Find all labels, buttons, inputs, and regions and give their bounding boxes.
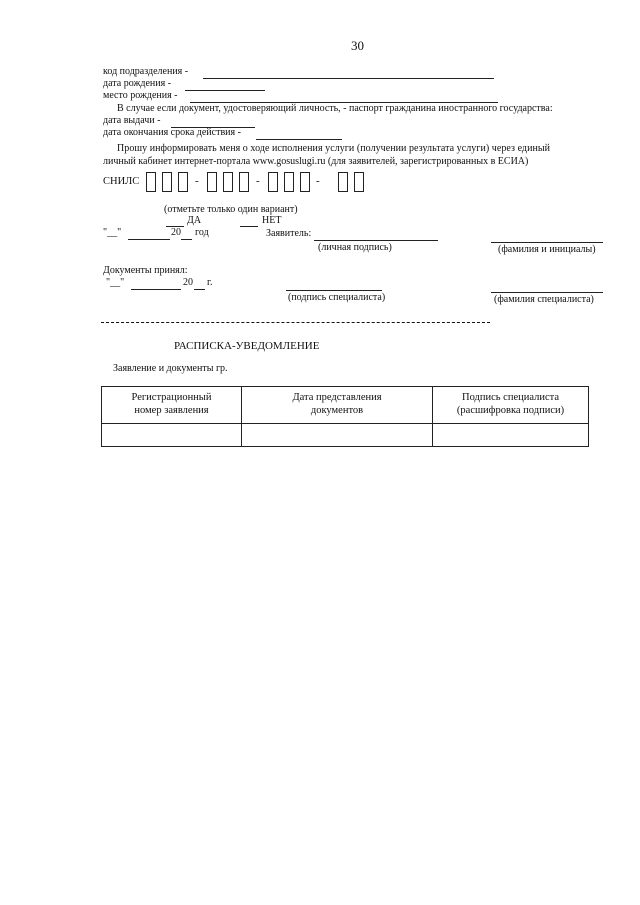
- specialist-signature-line[interactable]: [286, 290, 382, 291]
- column-header-line: Регистрационный: [131, 392, 212, 404]
- request-line-2: личный кабинет интернет-портала www.gosuslugi.ru (для заявителей, зарегистрированных в ЕСИА): [103, 156, 529, 167]
- division-code-label: код подразделения -: [103, 66, 189, 77]
- column-header-line: номер заявления: [134, 405, 209, 416]
- division-code-line: [203, 78, 494, 79]
- expiry-date-label: дата окончания срока действия -: [103, 127, 241, 138]
- applicant-label: Заявитель:: [266, 228, 312, 239]
- specialist-name-line[interactable]: [491, 292, 603, 293]
- applicant-date-day: "__": [103, 227, 122, 238]
- specialist-name-caption: (фамилия специалиста): [494, 294, 594, 305]
- snils-digit-box[interactable]: [146, 172, 156, 192]
- choice-note: (отметьте только один вариант): [164, 204, 298, 215]
- snils-digit-box[interactable]: [178, 172, 188, 192]
- acceptance-label: Документы принял:: [103, 265, 188, 276]
- column-header-line: (расшифровка подписи): [456, 405, 565, 416]
- snils-digit-box[interactable]: [207, 172, 217, 192]
- cut-line: [101, 322, 490, 323]
- expiry-date-line: [256, 139, 342, 140]
- birth-place-label: место рождения -: [103, 90, 178, 101]
- acceptance-year-suffix: г.: [207, 277, 213, 288]
- specialist-signature-cell[interactable]: [433, 424, 589, 447]
- snils-separator: -: [195, 175, 199, 187]
- snils-digit-box[interactable]: [300, 172, 310, 192]
- snils-digit-box[interactable]: [268, 172, 278, 192]
- snils-digit-box[interactable]: [223, 172, 233, 192]
- specialist-signature-caption: (подпись специалиста): [288, 292, 386, 303]
- reg-number-cell[interactable]: [102, 424, 242, 447]
- receipt-intro: Заявление и документы гр.: [113, 363, 228, 374]
- page-number: 30: [351, 38, 364, 53]
- yes-option: ДА: [187, 215, 202, 226]
- column-header-reg-number: [102, 387, 242, 424]
- birth-date-line: [185, 90, 265, 91]
- table-row: [102, 424, 589, 447]
- acceptance-year-line[interactable]: [194, 289, 205, 290]
- applicant-year-line[interactable]: [181, 239, 192, 240]
- acceptance-date-month-line[interactable]: [131, 289, 181, 290]
- applicant-name-line[interactable]: [491, 242, 603, 243]
- snils-digit-box[interactable]: [162, 172, 172, 192]
- column-header-line: документов: [310, 405, 364, 416]
- receipt-table: [101, 386, 589, 447]
- snils-separator: -: [316, 175, 320, 187]
- acceptance-year-prefix: 20: [183, 277, 193, 288]
- acceptance-date-day: "__": [106, 277, 125, 288]
- submission-date-cell[interactable]: [242, 424, 433, 447]
- snils-separator: -: [256, 175, 260, 187]
- snils-digit-box[interactable]: [239, 172, 249, 192]
- no-checkbox-line[interactable]: [240, 226, 258, 227]
- applicant-year-suffix: год: [195, 227, 209, 238]
- no-option: НЕТ: [262, 215, 282, 226]
- column-header-submission-date: [242, 387, 433, 424]
- applicant-signature-line[interactable]: [314, 240, 438, 241]
- request-line-1: Прошу информировать меня о ходе исполнения услуги (получении результата услуги) через единый: [117, 143, 551, 154]
- applicant-date-month-line[interactable]: [128, 239, 170, 240]
- applicant-signature-caption: (личная подпись): [318, 242, 392, 253]
- birth-date-label: дата рождения -: [103, 78, 172, 89]
- foreign-doc-text: В случае если документ, удостоверяющий личность, - паспорт гражданина иностранного государства:: [117, 103, 553, 114]
- applicant-name-caption: (фамилия и инициалы): [498, 244, 596, 255]
- applicant-year-prefix: 20: [171, 227, 181, 238]
- snils-digit-box[interactable]: [284, 172, 294, 192]
- snils-label: СНИЛС: [103, 176, 140, 187]
- column-header-specialist-signature: [433, 387, 589, 424]
- column-header-line: Подпись специалиста: [461, 392, 559, 404]
- snils-digit-box[interactable]: [338, 172, 348, 192]
- receipt-title: РАСПИСКА-УВЕДОМЛЕНИЕ: [174, 340, 320, 352]
- receipt-table-header-row: [102, 387, 589, 424]
- issue-date-label: дата выдачи -: [103, 115, 161, 126]
- snils-digit-box[interactable]: [354, 172, 364, 192]
- column-header-line: Дата представления: [292, 392, 382, 404]
